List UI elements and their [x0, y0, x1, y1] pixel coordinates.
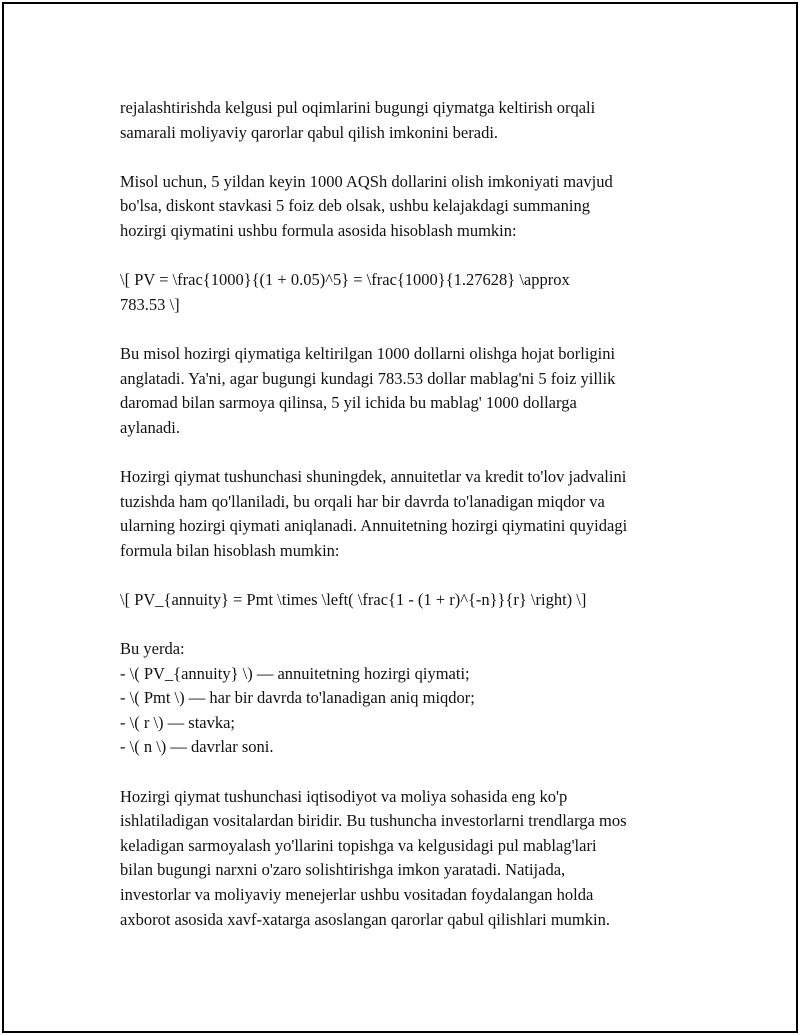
list-item: - \( PV_{annuity} \) — annuitetning hozirgi qiymati;	[120, 663, 470, 683]
list-item: - \( n \) — davrlar soni.	[120, 737, 274, 757]
paragraph-example-meaning: Bu misol hozirgi qiymatiga keltirilgan 1000 dollarni olishga hojat borligini anglatadi. Ya'ni, agar bugungi kundagi 783.53 dollar mablag'ni 5 foiz yillik daromad bilan sarmoya qilinsa, 5 yil ichida bu mablag' 1000 dollarga aylanadi.	[120, 343, 616, 437]
list-item: - \( Pmt \) — har bir davrda to'lanadigan aniq miqdor;	[120, 688, 475, 708]
formula-annuity: \[ PV_{annuity} = Pmt \times \left( \frac{1 - (1 + r)^{-n}}{r} \right) \]	[120, 589, 587, 609]
document-body	[120, 96, 690, 957]
paragraph-example: Misol uchun, 5 yildan keyin 1000 AQSh dollarini olish imkoniyati mavjud bo'lsa, diskont stavkasi 5 foiz deb olsak, ushbu kelajakdagi summaning hozirgi qiymatini ushbu formula asosida hisoblash mumkin:	[120, 171, 613, 240]
paragraph-annuities: Hozirgi qiymat tushunchasi shuningdek, annuitetlar va kredit to'lov jadvalini tuzishda ham qo'llaniladi, bu orqali har bir davrda to'lanadigan miqdor va ularning hozirgi qiymati aniqlanadi. Annuitetning hozirgi qiymatini quyidagi formula bilan hisoblash mumkin:	[120, 466, 628, 560]
formula-present-value: \[ PV = \frac{1000}{(1 + 0.05)^5} = \frac{1000}{1.27628} \approx 783.53 \]	[120, 270, 570, 314]
paragraph-planning: rejalashtirishda kelgusi pul oqimlarini bugungi qiymatga keltirish orqali samarali moliyaviy qarorlar qabul qilish imkonini beradi.	[120, 98, 596, 142]
paragraph-conclusion: Hozirgi qiymat tushunchasi iqtisodiyot va moliya sohasida eng ko'p ishlatiladigan vositalardan biridir. Bu tushuncha investorlarni trendlarga mos keladigan sarmoyalash yo'llarini topishga va kelgusidagi pul mablag'lari bilan bugungi narxni o'zaro solishtirishga imkon yaratadi. Natijada, investorlar va moliyaviy menejerlar ushbu vositadan foydalangan holda axborot asosida xavf-xatarga asoslangan qarorlar qabul qilishlari mumkin.	[120, 786, 627, 929]
variable-list	[120, 662, 690, 760]
page-frame	[2, 2, 798, 1033]
list-item: - \( r \) — stavka;	[120, 712, 236, 732]
list-intro: Bu yerda:	[120, 639, 185, 659]
